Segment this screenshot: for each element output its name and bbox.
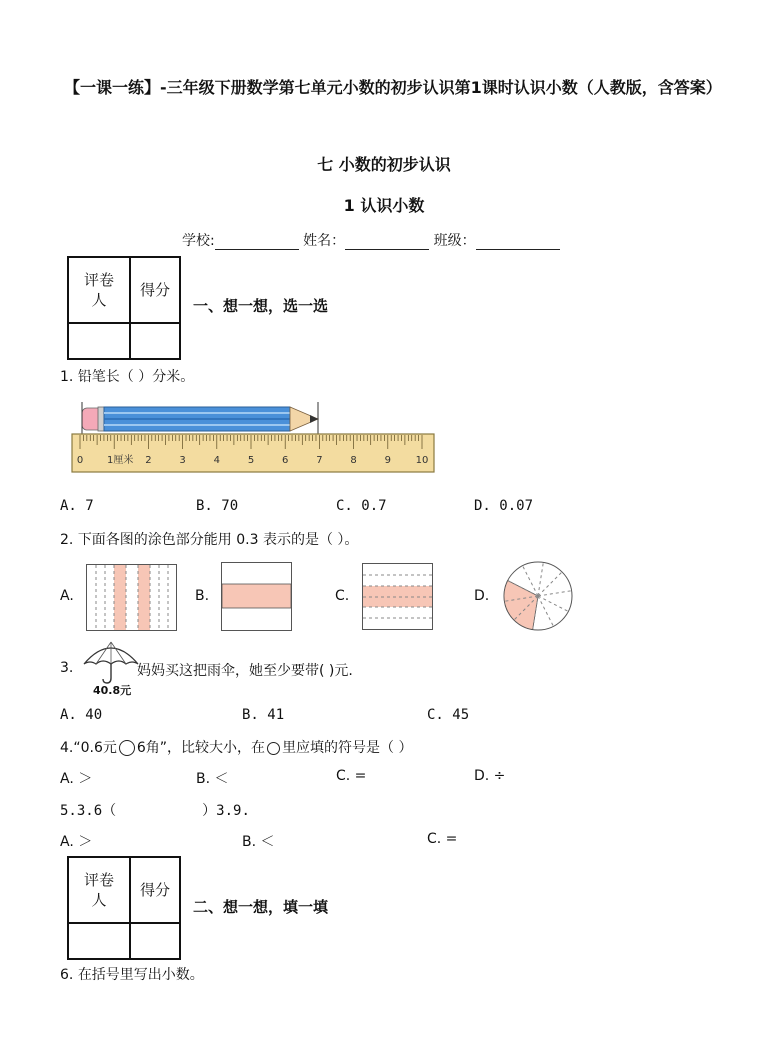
q3-text: 妈妈买这把雨伞，她至少要带( )元. <box>137 663 353 679</box>
q1-option-c[interactable]: C. 0.7 <box>336 498 387 514</box>
ruler-label: 7 <box>316 455 323 466</box>
question-6: 6. 在括号里写出小数。 <box>60 967 204 983</box>
document-title: 【一课一练】-三年级下册数学第七单元小数的初步认识第1课时认识小数（人教版，含答案） <box>64 78 722 97</box>
q4-option-c[interactable]: C. = <box>336 768 367 784</box>
class-label: 班级： <box>433 233 476 249</box>
q4-option-b[interactable]: B. ＜ <box>196 771 229 787</box>
q1-option-d[interactable]: D. 0.07 <box>474 498 534 514</box>
q5-option-c[interactable]: C. = <box>427 831 458 847</box>
q2-letter-c[interactable]: C. <box>335 588 350 604</box>
q3-option-c[interactable]: C. 45 <box>427 707 470 723</box>
q3-number: 3. <box>60 660 74 676</box>
score-cell: 得分 <box>130 257 180 323</box>
class-blank[interactable] <box>476 235 560 250</box>
q4-option-d[interactable]: D. ÷ <box>474 768 506 784</box>
q2-letter-a[interactable]: A. <box>60 588 74 604</box>
score-cell-2: 得分 <box>130 857 180 923</box>
grader-blank[interactable] <box>68 323 130 359</box>
circle-symbol <box>267 742 280 755</box>
ruler-label: 10 <box>415 455 429 466</box>
ruler-label: 2 <box>145 455 152 466</box>
question-2: 2. 下面各图的涂色部分能用 0.3 表示的是（ ）。 <box>60 532 359 548</box>
chapter-title: 七 小数的初步认识 <box>317 155 451 174</box>
name-label: 姓名： <box>303 233 346 249</box>
score-box-1 <box>67 256 181 360</box>
q4-option-a[interactable]: A. ＞ <box>60 771 93 787</box>
q1-option-a[interactable]: A. 7 <box>60 498 94 514</box>
section-1-title: 一、想一想，选一选 <box>193 297 329 315</box>
ruler-label: 8 <box>350 455 357 466</box>
lesson-title: 1 认识小数 <box>343 196 425 215</box>
section-2-title: 二、想一想，填一填 <box>193 898 329 916</box>
q2-letter-d[interactable]: D. <box>474 588 490 604</box>
q2-figure-a[interactable] <box>86 564 178 632</box>
q2-letter-b[interactable]: B. <box>195 588 210 604</box>
q5-option-b[interactable]: B. ＜ <box>242 834 275 850</box>
grader-cell: 评卷人 <box>68 257 130 323</box>
pencil-icon <box>82 402 318 436</box>
info-line <box>182 230 560 250</box>
question-5: 5.3.6（ ）3.9. <box>60 803 250 819</box>
q5-option-a[interactable]: A. ＞ <box>60 834 93 850</box>
score-blank-2[interactable] <box>130 923 180 959</box>
grader-cell-2: 评卷人 <box>68 857 130 923</box>
q3-option-a[interactable]: A. 40 <box>60 707 103 723</box>
grader-blank-2[interactable] <box>68 923 130 959</box>
ruler-label: 3 <box>179 455 186 466</box>
ruler-label: 4 <box>213 455 220 466</box>
score-blank[interactable] <box>130 323 180 359</box>
question-4: 4.“0.6元 6角”，比较大小，在 里应填的符号是（ ） <box>60 740 413 756</box>
question-1: 1. 铅笔长（ ）分米。 <box>60 369 195 385</box>
umbrella-price: 40.8元 <box>93 684 132 697</box>
name-blank[interactable] <box>345 235 429 250</box>
ruler-label: 9 <box>384 455 391 466</box>
q2-figure-d[interactable] <box>502 560 574 632</box>
q3-option-b[interactable]: B. 41 <box>242 707 285 723</box>
ruler <box>72 434 434 472</box>
ruler-label: 1厘米 <box>107 455 134 466</box>
q2-figure-b[interactable] <box>221 562 293 632</box>
score-box-2 <box>67 856 181 960</box>
compare-circle[interactable] <box>119 740 135 756</box>
q2-figure-c[interactable] <box>362 563 434 631</box>
q1-option-b[interactable]: B. 70 <box>196 498 239 514</box>
ruler-label: 0 <box>76 455 84 466</box>
school-blank[interactable] <box>215 235 299 250</box>
ruler-label: 6 <box>282 455 289 466</box>
school-label: 学校: <box>182 233 215 249</box>
ruler-label: 5 <box>247 455 255 466</box>
pencil-ruler-figure <box>70 400 440 478</box>
